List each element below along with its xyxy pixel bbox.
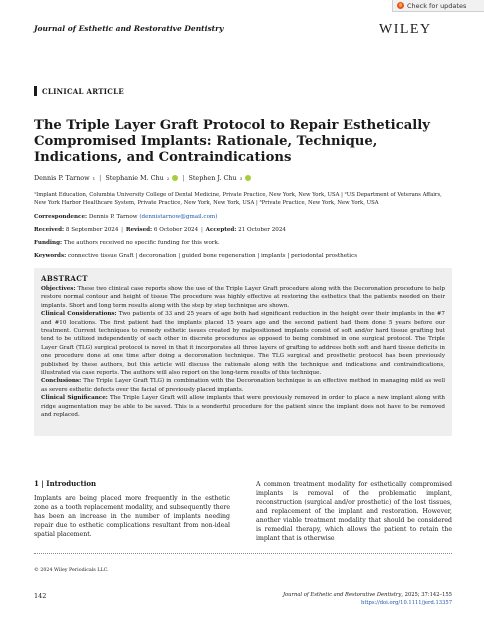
significance-text: The Triple Layer Graft will allow implants that were previously removed in order to place a new implant along with ridge augmentation may be able to be saved. This is a wonderful procedure for the patient since the implant does not have to be removed and replaced. xyxy=(41,395,445,419)
check-for-updates-label: Check for updates xyxy=(407,1,467,10)
check-for-updates-badge[interactable] xyxy=(392,0,484,12)
date-separator: | xyxy=(121,227,124,233)
funding xyxy=(34,240,220,246)
correspondence-label: Correspondence: xyxy=(34,214,88,220)
correspondence-email-link[interactable]: (dennistarnow@gmail.com) xyxy=(139,214,218,220)
introduction-right-column: A common treatment modality for esthetically compromised implants is removal of the problematic implant, reconstruction (surgical and/or prosthetic) of the lost tissues, and replacement of the implant and restoration. However, another viable treatment modality that should be considered is remedial therapy, which allows the patient to retain the implant that is otherwise xyxy=(256,481,452,542)
introduction-heading: 1 | Introduction xyxy=(34,479,97,488)
funding-label: Funding: xyxy=(34,240,63,246)
abstract-box xyxy=(34,268,452,436)
accepted-label: Accepted: xyxy=(205,227,237,233)
copyright-notice: © 2024 Wiley Periodicals LLC. xyxy=(34,568,109,573)
section-tag-label: CLINICAL ARTICLE xyxy=(42,86,125,96)
conclusions-text: The Triple Layer Graft TLG) in combination with the Decoronation technique is an effective method in managing mild as well as severe esthetic defects over the facial of previously placed implants. xyxy=(41,378,446,393)
section-tag xyxy=(34,86,124,96)
footer-citation xyxy=(266,592,452,607)
orcid-icon[interactable] xyxy=(172,175,178,181)
clinical-label: Clinical Considerations: xyxy=(41,311,117,318)
author-separator: | xyxy=(99,174,102,182)
author-name: Stephen J. Chu xyxy=(188,174,237,182)
author-affil-sup: 3 xyxy=(239,175,243,181)
doi-link[interactable]: https://doi.org/10.1111/jerd.13357 xyxy=(361,599,452,606)
author-list xyxy=(34,174,251,182)
significance-label: Clinical Significance: xyxy=(41,395,108,402)
author-name: Dennis P. Tarnow xyxy=(34,174,90,182)
funding-text: The authors received no specific funding for this work. xyxy=(63,240,220,246)
date-separator: | xyxy=(200,227,203,233)
keywords-label: Keywords: xyxy=(34,253,67,259)
introduction-left-column: Implants are being placed more frequently in the esthetic zone as a tooth replacement modality, and subsequently there has been an increase in the number of implants needing repair due to esthetic complications resultant from non-ideal spatial placement. xyxy=(34,495,230,538)
abstract-clinical xyxy=(41,310,445,377)
correspondence-name: Dennis P. Tarnow xyxy=(88,214,138,220)
author-affil-sup: 2 xyxy=(166,175,170,181)
footer-journal: Journal of Esthetic and Restorative Dentistry xyxy=(282,592,402,598)
conclusions-label: Conclusions: xyxy=(41,378,82,385)
objectives-text: These two clinical case reports show the use of the Triple Layer Graft procedure along with the Decoronation procedure to help restore normal contour and height of tissue The procedure was highly effective at restoring the esthetics that the patients needed on their implants. Short and long term results along with the step by step technique are shown. xyxy=(41,286,445,309)
page-number: 142 xyxy=(34,592,47,600)
correspondence xyxy=(34,214,217,220)
abstract-conclusions xyxy=(41,377,445,394)
publisher-logo: WILEY xyxy=(379,22,432,37)
accepted-date: 21 October 2024 xyxy=(238,227,286,233)
footer-volume: , 2025; 37:142–155 xyxy=(401,592,452,598)
revised-date: 6 October 2024 xyxy=(153,227,199,233)
crossmark-icon xyxy=(397,2,404,9)
clinical-text: Two patients of 33 and 25 years of age both had significant reduction in the height over their implants in the #7 and #10 locations. The first patient had the implants placed 15 years ago and the second patient had them done 5 years before our treatment. Current techniques to remedy esthetic issues created by malpositioned implants consist of soft and/or hard tissue grafting but tend to be utilized independently of each other in discrete procedures as opposed to being combined in one surgical protocol. The Triple Layer Graft (TLG) surgical protocol is novel in that it incorporates all three layers of grafting to address both soft and hard tissue deficits in one procedure done at one time after doing a decoronation technique. The TLG surgical and prosthetic protocol has been previously published by these authors, but this article will discuss the rationale along with the technique and indications and contraindications, illustrated via case reports. The authors will also report on the long-term results of this technique. xyxy=(41,311,445,377)
abstract-objectives xyxy=(41,285,445,310)
section-tag-bar xyxy=(34,86,37,96)
author-separator: | xyxy=(182,174,185,182)
received-date: 8 September 2024 xyxy=(65,227,119,233)
orcid-icon[interactable] xyxy=(245,175,251,181)
journal-name: Journal of Esthetic and Restorative Dentistry xyxy=(34,24,224,33)
author-name: Stephanie M. Chu xyxy=(105,174,164,182)
author-affil-sup: 1 xyxy=(92,175,96,181)
received-label: Received: xyxy=(34,227,65,233)
objectives-label: Objectives: xyxy=(41,286,76,292)
revised-label: Revised: xyxy=(125,227,153,233)
abstract-significance xyxy=(41,394,445,419)
affiliations: ¹Implant Education, Columbia University College of Dental Medicine, Private Practice, New York, New York, USA | ²US Department of Veterans Affairs, New York Harbor Healthcare System, Private Practice, New York, New York, USA | ³Private Practice, New York, New York, USA xyxy=(34,192,442,206)
abstract-heading: ABSTRACT xyxy=(41,274,88,283)
footer-divider xyxy=(34,553,452,554)
article-title: The Triple Layer Graft Protocol to Repair Esthetically Compromised Implants: Rationale, Technique, Indications, and Contraindications xyxy=(34,118,430,165)
keywords-text: connective tissue Graft | decoronation | guided bone regeneration | implants | periodontal prosthetics xyxy=(67,253,358,259)
article-dates xyxy=(34,227,286,233)
keywords xyxy=(34,253,357,259)
